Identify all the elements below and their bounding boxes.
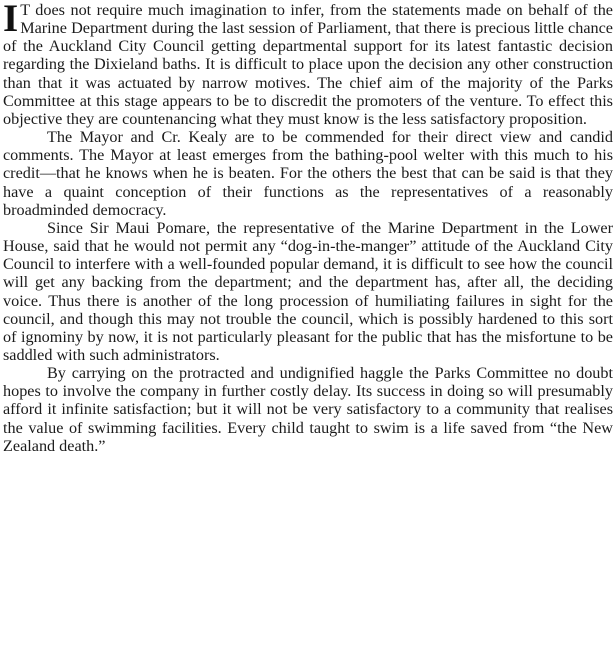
paragraph-4-text: By carrying on the protracted and undignified haggle the Parks Committee no doubt hopes to involve the company in further costly delay. Its success in doing so will presumably afford it infinite satisfaction; but it will not be very satisfactory to a community that realises the value of swimming facilities. Every child taught to swim is a life saved from “the New Zealand death.” bbox=[3, 364, 613, 455]
article-paragraph-3 bbox=[3, 219, 613, 364]
article-column bbox=[3, 1, 613, 455]
drop-cap: I bbox=[3, 0, 19, 40]
paragraph-3-text: Since Sir Maui Pomare, the representative of the Marine Department in the Lower House, said that he would not permit any “dog-in-the-manger” attitude of the Auckland City Council to interfere with a well-founded popular demand, it is difficult to see how the council will get any backing from the department; and the department has, after all, the deciding voice. Thus there is another of the long procession of humiliating failures in sight for the council, and though this may not trouble the council, which is possibly hardened to this sort of ignominy by now, it is not particularly pleasant for the public that has the misfortune to be saddled with such administrators. bbox=[3, 218, 613, 364]
article-paragraph-4 bbox=[3, 364, 613, 455]
article-paragraph-2 bbox=[3, 128, 613, 219]
paragraph-2-text: The Mayor and Cr. Kealy are to be commended for their direct view and candid comments. The Mayor at least emerges from the bathing-pool welter with this much to his credit—that he knows when he is beaten. For the others the best that can be said is that they have a quaint conception of their functions as the representatives of a reasonably broadminded democracy. bbox=[3, 128, 613, 219]
article-paragraph-1 bbox=[3, 1, 613, 128]
paragraph-1-text: T does not require much imagination to infer, from the statements made on behalf of the Marine Department during the last session of Parliament, that there is precious little chance of the Auckland City Council getting departmental support for its latest fantastic decision regarding the Dixieland baths. It is difficult to place upon the decision any other construction than that it was actuated by narrow motives. The chief aim of the majority of the Parks Committee at this stage appears to be to discredit the promoters of the venture. To effect this objective they are countenancing what they must know is the less satisfactory proposition. bbox=[3, 1, 613, 128]
